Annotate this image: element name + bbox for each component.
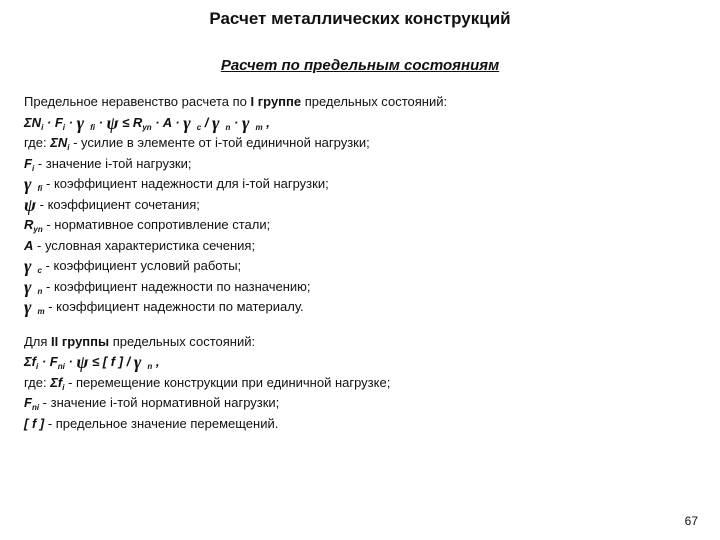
gamma-symbol: γ — [24, 297, 32, 317]
group1-def-r-yn: $R_{yn}$ - нормативное сопротивление стали; — [24, 217, 271, 234]
slide-title: Расчет металлических конструкций — [209, 9, 511, 28]
gamma-symbol: γ — [24, 174, 32, 194]
group2-formula: $\Sigma f_i \cdot F_{ni} \cdot \psi$ ≤ [ f ] / γ $_n$ , — [24, 352, 160, 372]
group1-def-gamma-n: γ $_n$ - коэффициент надежности по назначению; — [24, 276, 311, 297]
psi-symbol: ψ — [76, 352, 89, 372]
group2-def-f-ni: $F_{ni}$ - значение i-той нормативной нагрузки; — [24, 395, 280, 412]
group1-label: I группе — [250, 94, 302, 109]
group1-def-gamma-fi: γ $_{fi}$ - коэффициент надежности для i-той нагрузки; — [24, 174, 329, 194]
group2-label: II группы — [51, 333, 110, 349]
gamma-symbol: γ — [24, 256, 32, 276]
gamma-symbol: γ — [24, 276, 32, 297]
gamma-symbol: γ — [76, 112, 85, 133]
group1-def-gamma-m: γ $_m$ - коэффициент надежности по материалу. — [24, 297, 304, 317]
gamma-symbol: γ — [133, 352, 142, 372]
slide-content — [24, 92, 704, 434]
group1-def-gamma-c: γ $_c$ - коэффициент условий работы; — [24, 256, 242, 276]
gamma-symbol: γ — [212, 112, 220, 133]
gamma-symbol: γ — [241, 112, 250, 133]
group1-intro: Предельное неравенство расчета по I группе предельных состояний: — [24, 94, 448, 109]
group2-def-limit: [ f ] - предельное значение перемещений. — [24, 415, 279, 431]
group1-def-a: A - условная характеристика сечения; — [24, 237, 256, 253]
group1-formula: $\Sigma N_i \cdot F_i \cdot \gamma$ $_{fi} \cdot \psi \le R_{yn} \cdot A \cdot \gamma$ $_c$ / γ $_n$ · γ $_m$ , — [24, 112, 270, 133]
slide-subtitle: Расчет по предельным состояниям — [220, 57, 500, 74]
group2-def-sum-f: где: $\Sigma f_i$ - перемещение конструкции при единичной нагрузке; — [24, 374, 391, 392]
psi-symbol: ψ — [24, 194, 37, 215]
group1-def-sum-n: где: $\Sigma N_i$ - усилие в элементе от i-той единичной нагрузки; — [24, 135, 370, 152]
group2-intro: Для II группы предельных состояний: — [24, 333, 256, 349]
psi-symbol: ψ — [106, 112, 119, 133]
group1-def-f: $F_i$ - значение i-той нагрузки; — [24, 155, 192, 173]
page-number: 67 — [684, 514, 698, 528]
group1-def-psi: ψ - коэффициент сочетания; — [24, 194, 200, 215]
gamma-symbol: γ — [183, 112, 191, 133]
